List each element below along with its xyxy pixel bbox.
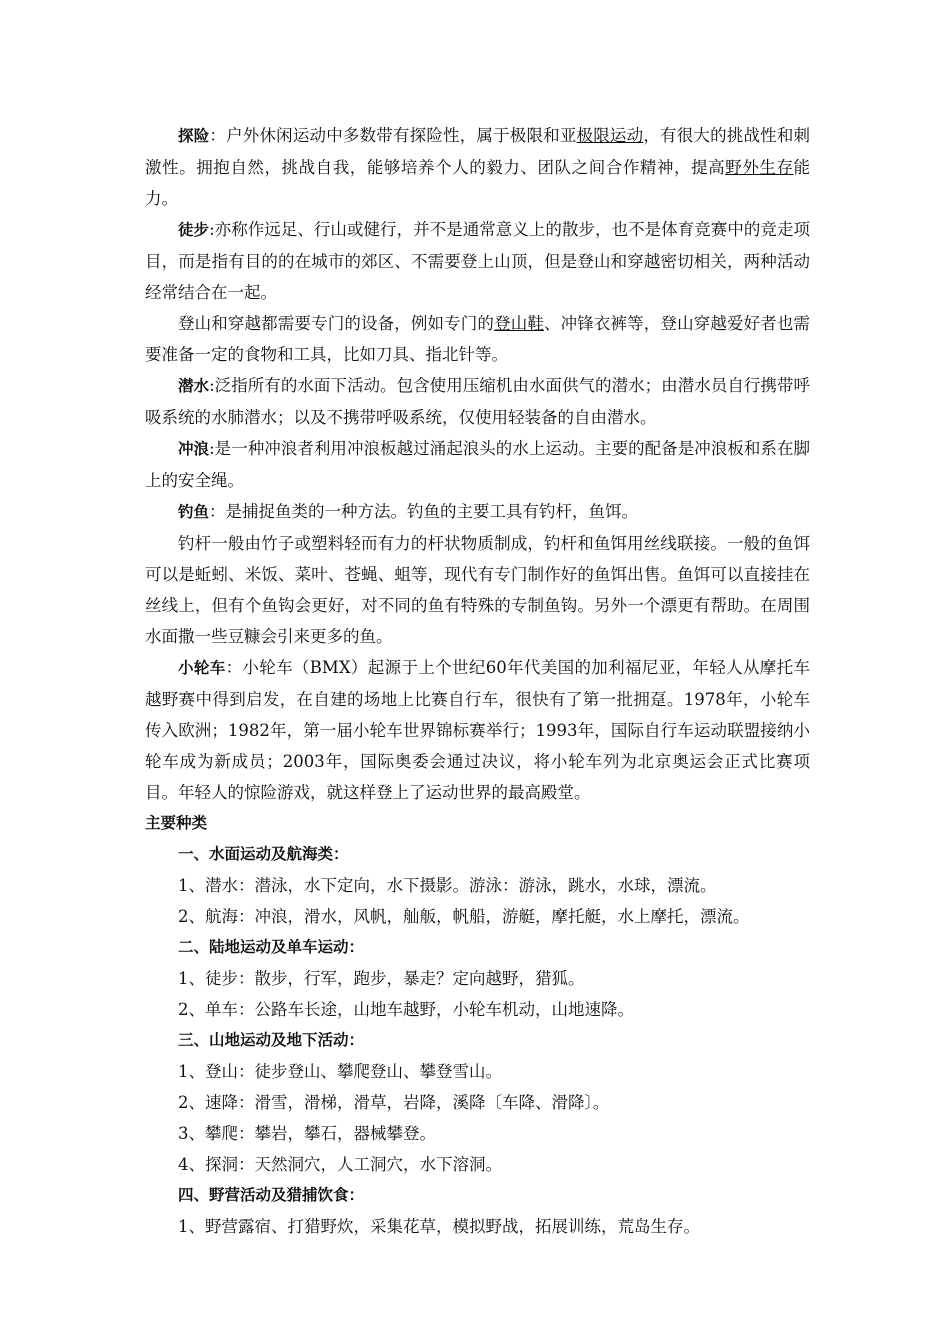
category-heading: 二、陆地运动及单车运动： (178, 938, 365, 956)
paragraph-dengshan (145, 308, 810, 370)
paragraph-tanxian (145, 120, 810, 214)
paragraph-text: :亦称作远足、行山或健行，并不是通常意义上的散步，也不是体育竞赛中的竞走项目，而是指有目的的在城市的郊区、不需要登上山顶，但是登山和穿越密切相关，两种活动经常结合在一起。 (145, 220, 810, 302)
paragraph-text: :是一种冲浪者利用冲浪板越过涌起浪头的水上运动。主要的配备是冲浪板和系在脚上的安全绳。 (145, 439, 810, 490)
paragraph-diaogan (145, 528, 810, 652)
link-dengshanxie[interactable]: 登山鞋 (494, 314, 544, 333)
list-item: 3、攀爬：攀岩，攀石，器械攀登。 (178, 1124, 436, 1143)
paragraph-xiaolunche (145, 652, 810, 808)
term-diaoyu: 钓鱼 (178, 503, 210, 521)
category-heading: 三、山地运动及地下活动： (178, 1031, 365, 1049)
paragraph-text: ：户外休闲运动中多数带有探险性，属于极限和亚 (209, 126, 577, 145)
list-item: 2、速降：滑雪，滑梯，滑草，岩降，溪降〔车降、滑降〕。 (178, 1093, 610, 1112)
list-item: 2、航海：冲浪，滑水，风帆，舢舨，帆船，游艇，摩托艇，水上摩托，漂流。 (178, 907, 750, 926)
paragraph-text: 登山和穿越都需要专门的设备，例如专门的 (178, 314, 495, 333)
list-item: 2、单车：公路车长途，山地车越野，小轮车机动，山地速降。 (178, 1000, 634, 1019)
list-item: 1、潜水：潜泳，水下定向，水下摄影。游泳：游泳，跳水，水球，漂流。 (178, 876, 717, 895)
term-tanxian: 探险 (178, 127, 210, 145)
paragraph-text: :泛指所有的水面下活动。包含使用压缩机由水面供气的潜水；由潜水员自行携带呼吸系统的水肺潜水；以及不携带呼吸系统，仅使用轻装备的自由潜水。 (145, 376, 810, 427)
link-jixian-yundong[interactable]: 极限运动 (576, 126, 644, 145)
term-chonglang: 冲浪 (178, 440, 210, 458)
term-xiaolunche: 小轮车 (178, 659, 226, 677)
link-yewai-shengcun[interactable]: 野外生存 (725, 158, 794, 177)
category-heading: 一、水面运动及航海类： (178, 845, 349, 863)
list-item: 4、探洞：天然洞穴，人工洞穴，水下溶洞。 (178, 1155, 502, 1174)
paragraph-qianshui (145, 370, 810, 433)
paragraph-text: ，有很大的挑战性和刺激性。拥抱自然，挑战自我，能够培养个人的毅力、团队之间合作精神，提高 (145, 126, 811, 177)
list-item: 1、徒步：散步，行军，跑步，暴走？定向越野，猎狐。 (178, 969, 585, 988)
paragraph-text: ：小轮车（BMX）起源于上个世纪60年代美国的加利福尼亚，年轻人从摩托车越野赛中得到启发，在自建的场地上比赛自行车，很快有了第一批拥趸。1978年，小轮车传入欧洲；1982年，第一届小轮车世界锦标赛举行；1993年，国际自行车运动联盟接纳小轮车成为新成员；2003年，国际奥委会通过决议，将小轮车列为北京奥运会正式比赛项目。年轻人的惊险游戏，就这样登上了运动世界的最高殿堂。 (145, 658, 810, 802)
paragraph-text: ：是捕捉鱼类的一种方法。钓鱼的主要工具有钓杆，鱼饵。 (209, 502, 639, 521)
paragraph-text: 、冲锋衣裤等，登山穿越爱好者也需要准备一定的食物和工具，比如刀具、指北针等。 (145, 314, 811, 364)
document-body (145, 120, 810, 1242)
list-item: 1、野营露宿、打猎野炊，采集花草，模拟野战，拓展训练，荒岛生存。 (178, 1217, 700, 1236)
main-heading: 主要种类 (145, 814, 208, 832)
term-qianshui: 潜水 (178, 377, 210, 395)
term-tubu: 徒步 (178, 221, 210, 239)
paragraph-diaoyu (145, 496, 810, 528)
paragraph-text: 能力。 (145, 158, 811, 208)
list-item: 1、登山：徒步登山、攀爬登山、攀登雪山。 (178, 1062, 502, 1081)
paragraph-text: 钓杆一般由竹子或塑料轻而有力的杆状物质制成，钓杆和鱼饵用丝线联接。一般的鱼饵可以是蚯蚓、米饭、菜叶、苍蝇、蛆等，现代有专门制作好的鱼饵出售。鱼饵可以直接挂在丝线上，但有个鱼钩会更好，对不同的鱼有特殊的专制鱼钩。另外一个漂更有帮助。在周围水面撒一些豆糠会引来更多的鱼。 (145, 534, 810, 646)
paragraph-chonglang (145, 433, 810, 496)
category-heading: 四、野营活动及猎捕饮食： (178, 1186, 365, 1204)
paragraph-tubu (145, 214, 810, 308)
